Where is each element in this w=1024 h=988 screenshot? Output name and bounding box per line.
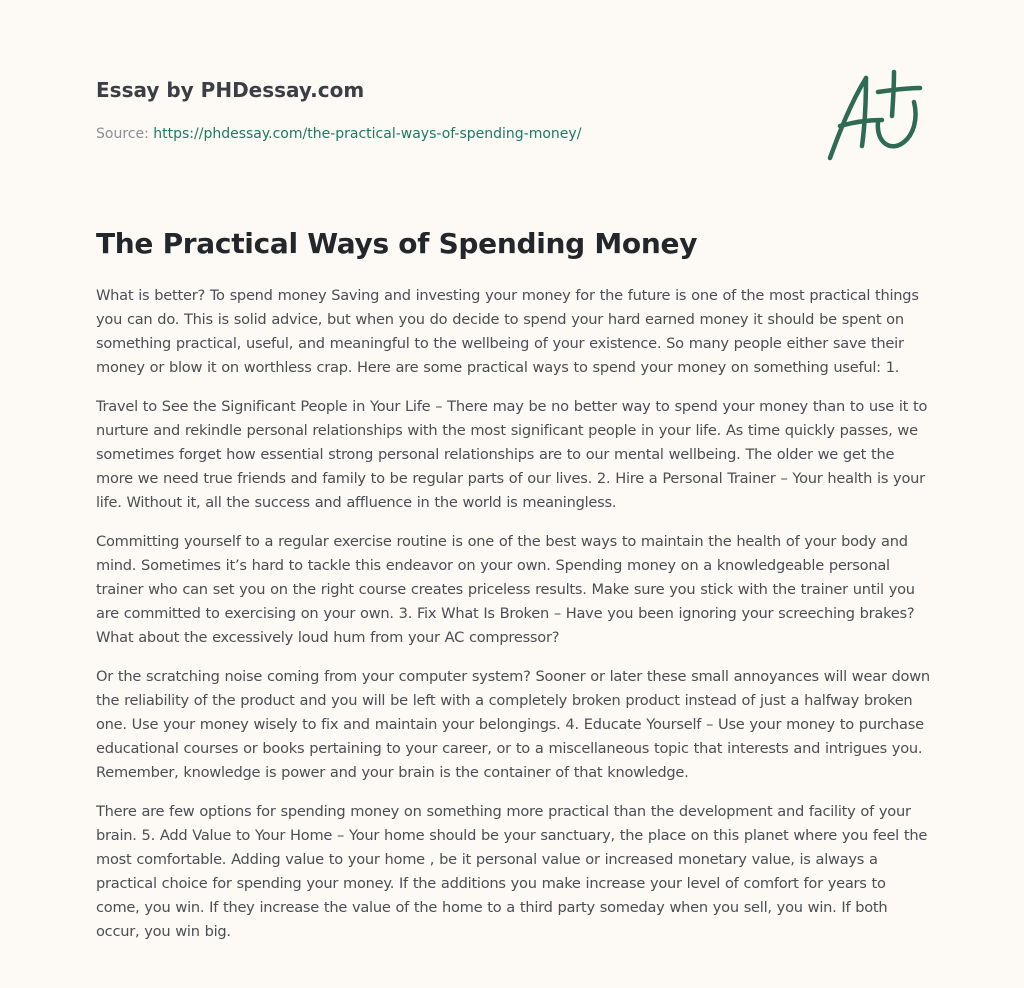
essay-paragraph: Travel to See the Significant People in Your Life – There may be no better way to spend your money than to use it to nurture and rekindle personal relationships with the most significant people in your life. As time quickly passes, we sometimes forget how essential strong personal relationships are to our mental wellbeing. The older we get the more we need true friends and family to be regular parts of our lives. 2. Hire a Personal Trainer – Your health is your life. Without it, all the success and affluence in the world is meaningless. — [96, 398, 928, 511]
a-plus-logo — [820, 66, 930, 166]
source-label: Source: — [96, 126, 149, 142]
essay-paragraph: There are few options for spending money on something more practical than the development and facility of your brain. 5. Add Value to Your Home – Your home should be your sanctuary, the place on this planet where you feel the most comfortable. Adding value to your home , be it personal value or increased monetary value, is always a practical choice for spending your money. If the additions you make increase your level of comfort for years to come, you win. If they increase the value of the home to a third party someday when you sell, you win. If both occur, you win big. — [96, 803, 928, 940]
essay-header — [96, 76, 796, 144]
a-plus-icon — [820, 66, 930, 166]
essay-title: The Practical Ways of Spending Money — [96, 227, 698, 260]
source-link[interactable]: https://phdessay.com/the-practical-ways-of-spending-money/ — [153, 126, 582, 142]
source-line — [96, 124, 796, 144]
essay-paragraph: What is better? To spend money Saving and investing your money for the future is one of the most practical things you can do. This is solid advice, but when you do decide to spend your hard earned money it should be spent on something practical, useful, and meaningful to the wellbeing of your existence. So many people either save their money or blow it on worthless crap. Here are some practical ways to spend your money on something useful: 1. — [96, 287, 919, 376]
essay-paragraph: Or the scratching noise coming from your computer system? Sooner or later these small annoyances will wear down the reliability of the product and you will be left with a completely broken product instead of just a halfway broken one. Use your money wisely to fix and maintain your belongings. 4. Educate Yourself – Use your money to purchase educational courses or books pertaining to your career, or to a miscellaneous topic that interests and intrigues you. Remember, knowledge is power and your brain is the container of that knowledge. — [96, 668, 930, 781]
brand-title: Essay by PHDessay.com — [96, 78, 365, 102]
essay-body — [96, 284, 930, 959]
essay-paragraph: Committing yourself to a regular exercise routine is one of the best ways to maintain the health of your body and mind. Sometimes it’s hard to tackle this endeavor on your own. Spending money on a knowledgeable personal trainer who can set you on the right course creates priceless results. Make sure you stick with the trainer until you are committed to exercising on your own. 3. Fix What Is Broken – Have you been ignoring your screeching brakes? What about the excessively loud hum from your AC compressor? — [96, 533, 915, 646]
